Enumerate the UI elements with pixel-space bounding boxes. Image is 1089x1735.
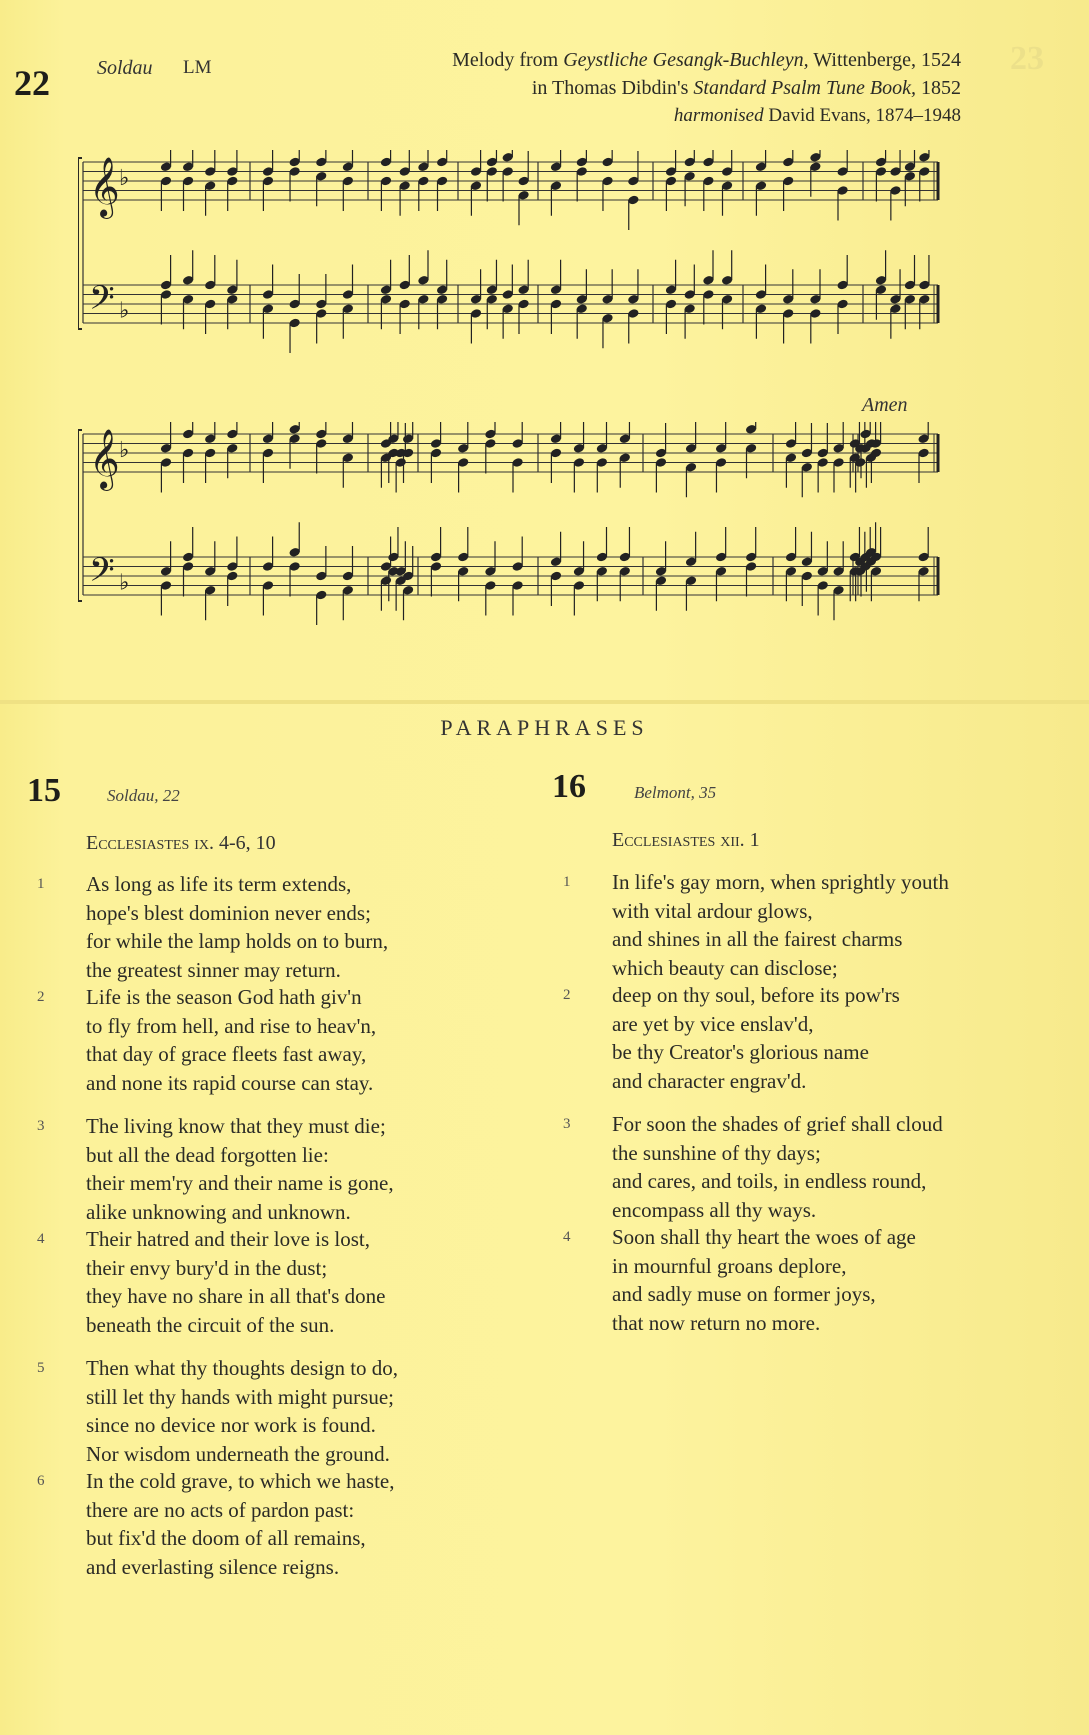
credit-2-pre: in Thomas Dibdin's [531, 77, 694, 99]
credit-1-post: Wittenberge, 1524 [808, 49, 961, 71]
verse-line: The living know that they must die; [86, 1114, 386, 1138]
verse-number: 4 [563, 1229, 571, 1245]
credit-1-italic: Geystliche Gesangk-Buchleyn, [563, 49, 809, 71]
verse-line: In life's gay morn, when sprightly youth [612, 870, 949, 894]
system-bracket [78, 158, 82, 329]
verse-line: Nor wisdom underneath the ground. [86, 1441, 390, 1466]
stanza [563, 1110, 943, 1224]
verse-line: and shines in all the fairest charms [612, 927, 903, 951]
stanza [563, 1223, 916, 1337]
stanza [37, 1112, 394, 1226]
music-system-1 [78, 150, 968, 360]
section-title: PARAPHRASES [440, 715, 649, 740]
verse-line: they have no share in all that's done [86, 1284, 386, 1308]
verse-line: hope's blest dominion never ends; [86, 900, 371, 925]
verse-line: with vital ardour glows, [612, 898, 813, 923]
system-bracket [78, 430, 82, 601]
paraphrase-15-tune: Soldau, 22 [107, 786, 180, 805]
bass-clef: 𝄢 [89, 279, 115, 326]
verse-line: and everlasting silence reigns. [86, 1554, 340, 1579]
verse-line: and character engrav'd. [612, 1068, 807, 1093]
verse-number: 1 [37, 876, 45, 892]
ghost-page-number: 23 [1010, 40, 1044, 77]
hymn-credits [321, 46, 961, 130]
hymn-number: 22 [14, 63, 50, 103]
flat-key-signature: ♭ [119, 298, 130, 324]
verse-line: Their hatred and their love is lost, [86, 1227, 371, 1251]
verse-number: 2 [37, 989, 45, 1005]
verse-number: 3 [563, 1116, 571, 1132]
amen-label: Amen [862, 394, 908, 416]
verse-number: 1 [563, 874, 571, 890]
stanza [563, 981, 900, 1095]
verse-line: that now return no more. [612, 1310, 821, 1335]
page-fold [0, 700, 1089, 704]
verse-line: In the cold grave, to which we haste, [86, 1469, 395, 1493]
verse-number: 2 [563, 987, 571, 1003]
verse-line: to fly from hell, and rise to heav'n, [86, 1013, 377, 1038]
verse-line: Then what thy thoughts design to do, [86, 1356, 399, 1380]
verse-line: and none its rapid course can stay. [86, 1070, 374, 1095]
verse-line: since no device nor work is found. [86, 1413, 376, 1437]
verse-number: 3 [37, 1118, 45, 1134]
treble-clef: 𝄞 [89, 157, 120, 217]
stanza [37, 983, 377, 1097]
verse-line: for while the lamp holds on to burn, [86, 929, 389, 953]
verse-number: 6 [37, 1473, 45, 1489]
credit-line-1 [321, 46, 961, 74]
stanza [37, 1354, 399, 1468]
verse-line: their envy bury'd in the dust; [86, 1255, 328, 1280]
music-system-2 [78, 422, 968, 632]
credit-3-post: David Evans, 1874–1948 [763, 105, 961, 126]
paraphrase-15-number: 15 [27, 772, 61, 809]
verse-line: but fix'd the doom of all remains, [86, 1526, 366, 1550]
stanza [37, 870, 389, 984]
credit-1-pre: Melody from [452, 49, 564, 71]
paraphrase-16-tune: Belmont, 35 [634, 783, 717, 802]
credit-line-3 [321, 102, 961, 130]
paraphrase-16-scripture: Ecclesiastes xii. 1 [612, 829, 760, 851]
verse-line: For soon the shades of grief shall cloud [612, 1112, 943, 1136]
verse-line: there are no acts of pardon past: [86, 1497, 355, 1522]
verse-line: Life is the season God hath giv'n [86, 985, 362, 1009]
credit-3-italic: harmonised [673, 105, 764, 126]
bass-clef: 𝄢 [89, 551, 115, 598]
treble-clef: 𝄞 [89, 429, 120, 489]
verse-line: beneath the circuit of the sun. [86, 1312, 335, 1337]
verse-line: which beauty can disclose; [612, 955, 838, 980]
verse-line: are yet by vice enslav'd, [612, 1011, 814, 1036]
verse-line: deep on thy soul, before its pow'rs [612, 983, 900, 1007]
verse-line: the greatest sinner may return. [86, 957, 341, 982]
paraphrase-16-number: 16 [552, 768, 586, 805]
verse-line: be thy Creator's glorious name [612, 1040, 869, 1064]
verse-line: encompass all thy ways. [612, 1197, 817, 1222]
verse-line: in mournful groans deplore, [612, 1253, 847, 1278]
verse-number: 4 [37, 1231, 45, 1247]
hymn-meter: LM [183, 57, 212, 78]
verse-number: 5 [37, 1360, 45, 1376]
verse-line: alike unknowing and unknown. [86, 1199, 351, 1224]
verse-line: their mem'ry and their name is gone, [86, 1171, 394, 1195]
verse-line: and sadly muse on former joys, [612, 1282, 876, 1306]
credit-2-post: 1852 [916, 77, 961, 99]
verse-line: still let thy hands with might pursue; [86, 1384, 394, 1409]
stanza [37, 1225, 386, 1339]
flat-key-signature: ♭ [119, 570, 130, 596]
hymn-tune-name: Soldau [97, 57, 153, 79]
verse-line: and cares, and toils, in endless round, [612, 1169, 927, 1193]
verse-line: but all the dead forgotten lie: [86, 1142, 329, 1167]
verse-line: the sunshine of thy days; [612, 1140, 821, 1165]
flat-key-signature: ♭ [119, 438, 130, 463]
verse-line: As long as life its term extends, [86, 872, 352, 896]
credit-line-2 [321, 74, 961, 102]
stanza [563, 868, 949, 982]
stanza [37, 1467, 395, 1581]
credit-2-italic: Standard Psalm Tune Book, [693, 77, 916, 99]
flat-key-signature: ♭ [119, 166, 130, 191]
verse-line: that day of grace fleets fast away, [86, 1042, 367, 1066]
paraphrase-15-scripture: Ecclesiastes ix. 4-6, 10 [86, 832, 276, 854]
verse-line: Soon shall thy heart the woes of age [612, 1225, 916, 1249]
